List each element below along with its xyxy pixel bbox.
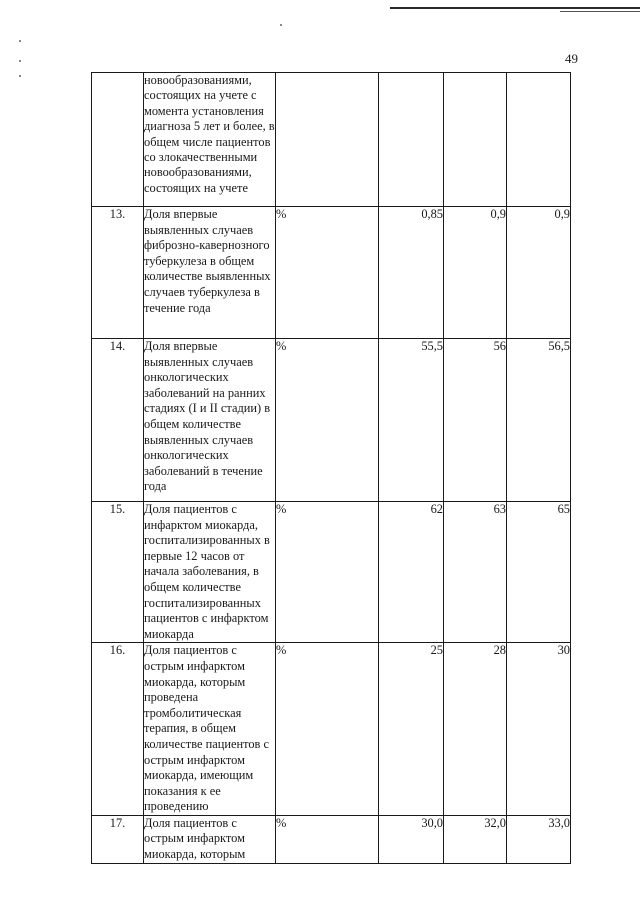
row-number: 13.: [92, 207, 144, 339]
scan-speck: [19, 75, 21, 77]
row-number: 14.: [92, 339, 144, 502]
indicators-table: [91, 72, 571, 864]
scan-speck: [280, 24, 282, 26]
unit-cell: %: [276, 643, 379, 816]
value-year-1: 25: [379, 643, 444, 816]
value-year-3: 65: [507, 502, 571, 643]
top-rule: [390, 7, 640, 9]
value-year-1: 0,85: [379, 207, 444, 339]
value-year-3: 30: [507, 643, 571, 816]
unit-cell: %: [276, 502, 379, 643]
table-row: [92, 207, 571, 339]
row-number: 16.: [92, 643, 144, 816]
top-rule-thin: [560, 11, 640, 12]
indicator-description: Доля впервые выявленных случаев фиброзно-кавернозного туберкулеза в общем количестве выявленных случаев туберкулеза в течение года: [144, 207, 276, 339]
table-row: [92, 815, 571, 863]
row-number: 15.: [92, 502, 144, 643]
indicator-description: Доля впервые выявленных случаев онкологических заболеваний на ранних стадиях (I и II стадии) в общем количестве выявленных случаев онкологических заболеваний в течение года: [144, 339, 276, 502]
row-number: 17.: [92, 815, 144, 863]
scan-speck: [19, 60, 21, 62]
indicator-description: Доля пациентов с острым инфарктом миокарда, которым: [144, 815, 276, 863]
indicator-description: Доля пациентов с острым инфарктом миокарда, которым проведена тромболитическая терапия, в общем количестве пациентов с острым инфарктом миокарда, имеющим показания к ее проведению: [144, 643, 276, 816]
table-row: [92, 339, 571, 502]
indicator-description: Доля пациентов с инфарктом миокарда, госпитализированных в первые 12 часов от начала заболевания, в общем количестве госпитализированных пациентов с инфарктом миокарда: [144, 502, 276, 643]
table-row: [92, 73, 571, 207]
value-year-3: 0,9: [507, 207, 571, 339]
value-year-3: 56,5: [507, 339, 571, 502]
value-year-1: 55,5: [379, 339, 444, 502]
value-year-2: 63: [444, 502, 507, 643]
unit-cell: [276, 73, 379, 207]
scan-speck: [19, 40, 21, 42]
value-year-1: 30,0: [379, 815, 444, 863]
unit-cell: %: [276, 339, 379, 502]
value-year-2: 0,9: [444, 207, 507, 339]
unit-cell: %: [276, 207, 379, 339]
row-number: [92, 73, 144, 207]
value-year-1: 62: [379, 502, 444, 643]
value-year-2: 32,0: [444, 815, 507, 863]
value-year-3: [507, 73, 571, 207]
table-row: [92, 502, 571, 643]
value-year-3: 33,0: [507, 815, 571, 863]
value-year-2: [444, 73, 507, 207]
page-number: 49: [565, 51, 578, 66]
indicator-description: новообразованиями, состоящих на учете с момента установления диагноза 5 лет и более, в общем числе пациентов со злокачественными новообразованиями, состоящих на учете: [144, 73, 276, 207]
table-row: [92, 643, 571, 816]
unit-cell: %: [276, 815, 379, 863]
value-year-2: 56: [444, 339, 507, 502]
value-year-1: [379, 73, 444, 207]
value-year-2: 28: [444, 643, 507, 816]
